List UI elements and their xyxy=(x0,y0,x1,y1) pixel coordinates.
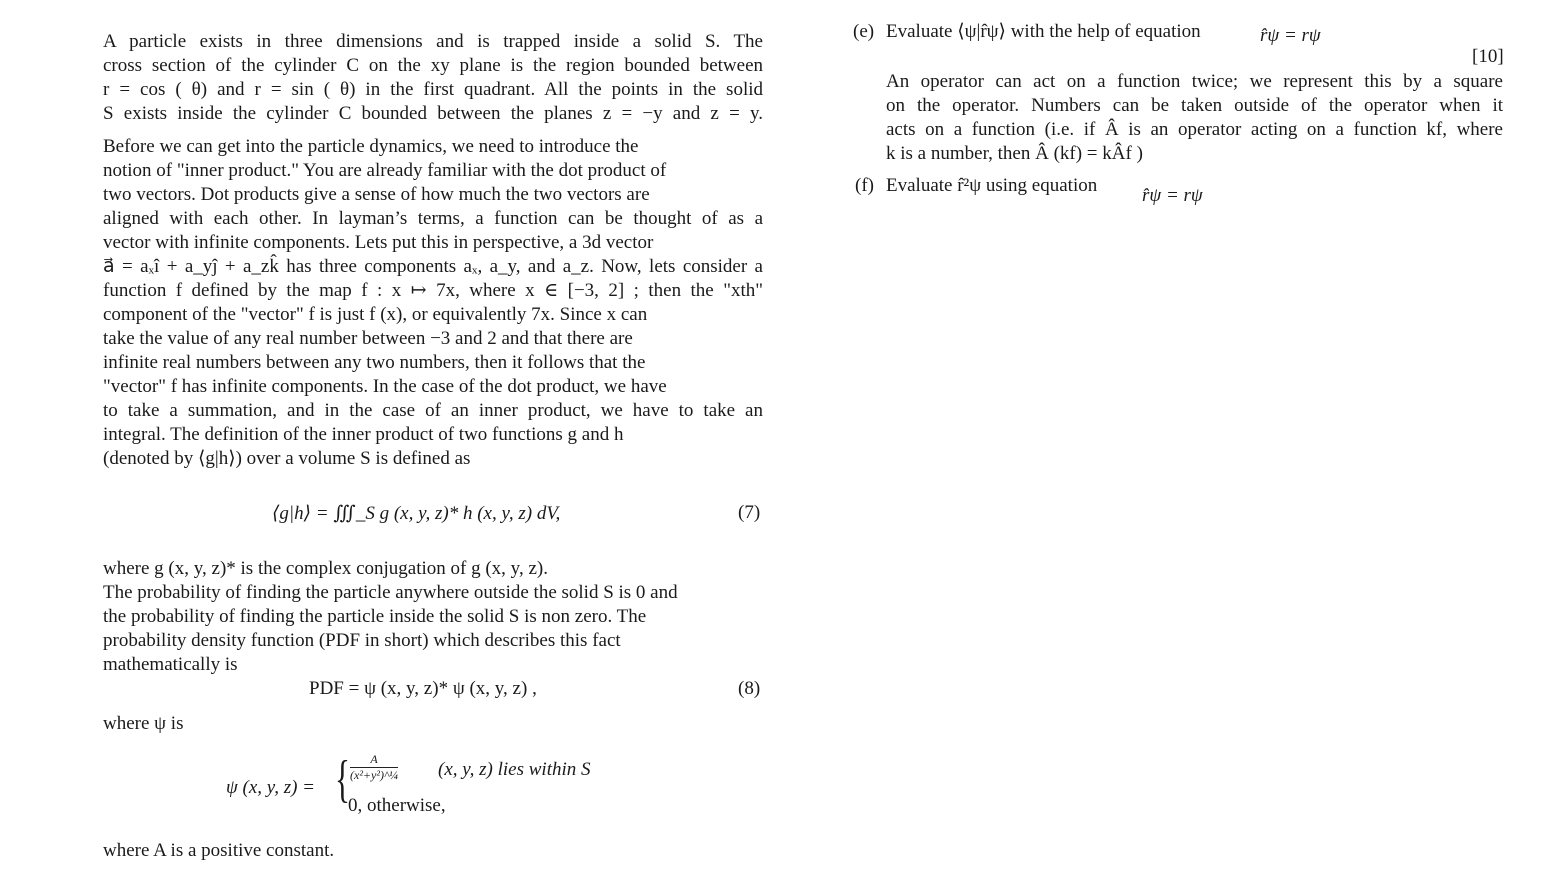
text-line: An operator can act on a function twice; we represent this by a square xyxy=(886,71,1503,92)
text-line: cross section of the cylinder C on the xy plane is the region bounded between xyxy=(103,55,763,76)
item-f-label: (f) xyxy=(855,175,874,196)
text-line: "vector" f has infinite components. In the case of the dot product, we have xyxy=(103,376,667,397)
text-line: the probability of finding the particle inside the solid S is non zero. The xyxy=(103,606,647,627)
text-line: where A is a positive constant. xyxy=(103,840,335,861)
text-line: on the operator. Numbers can be taken outside of the operator when it xyxy=(886,95,1503,116)
fraction-numerator: A xyxy=(350,752,398,768)
equation-8: PDF = ψ (x, y, z)* ψ (x, y, z) , xyxy=(309,678,537,699)
psi-fraction xyxy=(350,752,398,783)
text-line: infinite real numbers between any two numbers, then it follows that the xyxy=(103,352,646,373)
text-line: integral. The definition of the inner product of two functions g and h xyxy=(103,424,624,445)
text-line: acts on a function (i.e. if Â is an operator acting on a function kf, where xyxy=(886,119,1503,140)
text-line: vector with infinite components. Lets put this in perspective, a 3d vector xyxy=(103,232,654,253)
text-line: S exists inside the cylinder C bounded between the planes z = −y and z = y. xyxy=(103,103,763,124)
equation-7: ⟨g|h⟩ = ∭_S g (x, y, z)* h (x, y, z) dV, xyxy=(272,503,561,524)
text-line: (denoted by ⟨g|h⟩) over a volume S is defined as xyxy=(103,448,471,469)
item-e-equation: r̂ψ = rψ xyxy=(1260,25,1321,46)
text-line: A particle exists in three dimensions and is trapped inside a solid S. The xyxy=(103,31,763,52)
psi-case-2: 0, otherwise, xyxy=(348,795,446,816)
equation-number: (7) xyxy=(738,502,761,523)
fraction-denominator: (x²+y²)^¼ xyxy=(350,768,398,782)
text-line: function f defined by the map f : x ↦ 7x, where x ∈ [−3, 2] ; then the "xth" xyxy=(103,280,763,301)
text-line: r = cos ( θ) and r = sin ( θ) in the first quadrant. All the points in the solid xyxy=(103,79,763,100)
text-line: aligned with each other. In layman’s terms, a function can be thought of as a xyxy=(103,208,763,229)
text-line: to take a summation, and in the case of an inner product, we have to take an xyxy=(103,400,763,421)
equation-number: (8) xyxy=(738,678,761,699)
psi-case-1: (x, y, z) lies within S xyxy=(438,759,591,780)
item-f-equation: r̂ψ = rψ xyxy=(1142,185,1203,206)
text-line: k is a number, then Â (kf) = kÂf ) xyxy=(886,143,1143,164)
text-line: The probability of finding the particle anywhere outside the solid S is 0 and xyxy=(103,582,678,603)
item-e-text: Evaluate ⟨ψ|r̂ψ⟩ with the help of equation xyxy=(886,21,1201,42)
text-line: mathematically is xyxy=(103,654,238,675)
text-line: probability density function (PDF in short) which describes this fact xyxy=(103,630,621,651)
text-line: Before we can get into the particle dynamics, we need to introduce the xyxy=(103,136,639,157)
text-line: notion of "inner product." You are already familiar with the dot product of xyxy=(103,160,667,181)
brace: { xyxy=(334,751,350,808)
text-line: where g (x, y, z)* is the complex conjugation of g (x, y, z). xyxy=(103,558,548,579)
marks: [10] xyxy=(1472,46,1504,67)
item-f-text: Evaluate r̂²ψ using equation xyxy=(886,175,1098,196)
text-line: two vectors. Dot products give a sense of how much the two vectors are xyxy=(103,184,650,205)
text-line: a⃗ = aₓî + a_yĵ + a_zk̂ has three components aₓ, a_y, and a_z. Now, lets consider a xyxy=(103,256,763,277)
psi-lhs: ψ (x, y, z) = xyxy=(226,777,315,798)
text-line: where ψ is xyxy=(103,713,184,734)
item-e-label: (e) xyxy=(853,21,875,42)
text-line: component of the "vector" f is just f (x), or equivalently 7x. Since x can xyxy=(103,304,648,325)
text-line: take the value of any real number between −3 and 2 and that there are xyxy=(103,328,633,349)
